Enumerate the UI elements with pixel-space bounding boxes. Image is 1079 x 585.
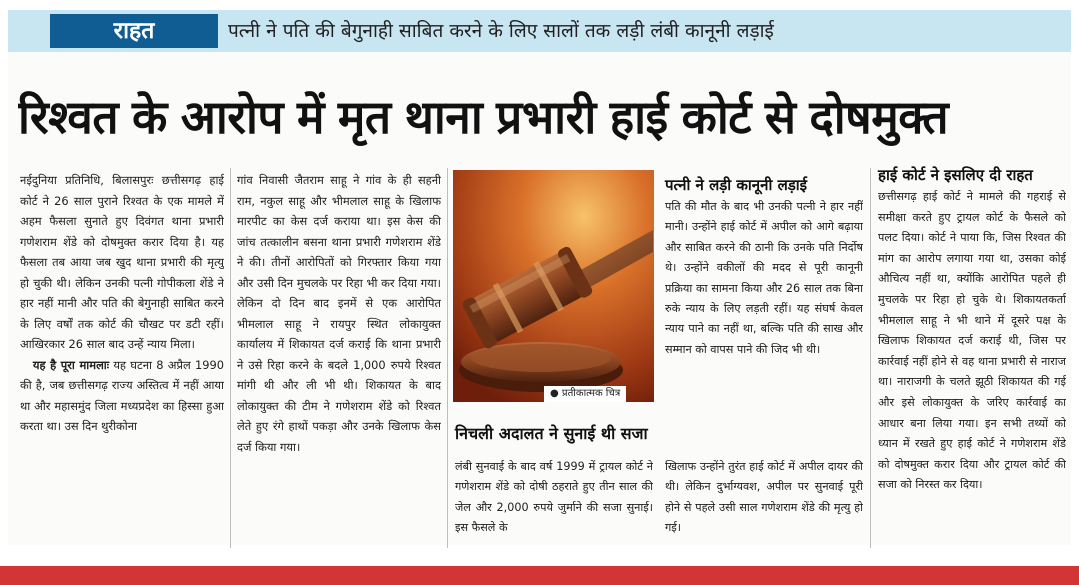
col2-paragraph-1: गांव निवासी जैतराम साहू ने गांव के ही सहनी राम, नकुल साहू और भीमलाल साहू के खिलाफ मारपीट का केस दर्ज कराया था। इस केस की जांच तत्कालीन बसना थाना प्रभारी गणेशराम शेंडे ने की। तीनों आरोपितों को गिरफ्तार किया गया और उसी दिन मुचलके पर रिहा भी कर दिया गया। लेकिन दो दिन बाद इनमें से एक आरोपित भीमलाल साहू ने रायपुर स्थित लोकायुक्त कार्यालय में शिकायत दर्ज कराई कि थाना प्रभारी ने उसे रिहा करने के बदले 1,000 रुपये रिश्वत मांगी थी और ली भी थी। शिकायत के बाद लोकायुक्त की टीम ने गणेशराम शेंडे को रिश्वत लेते हुए रंगे हाथों पकड़ा और उनके खिलाफ केस दर्ज किया गया।	[237, 173, 441, 454]
bottom-bar	[0, 566, 1079, 585]
lower-subhead: निचली अदालत ने सुनाई थी सजा	[455, 424, 648, 443]
column-rule-1	[230, 168, 231, 548]
section-tag: राहत	[50, 14, 218, 48]
col1-paragraph-1: नईदुनिया प्रतिनिधि, बिलासपुरः छत्तीसगढ़ हाई कोर्ट ने 26 साल पुराने रिश्वत के एक मामले में अहम फैसला सुनाते हुए दिवंगत थाना प्रभारी गणेशराम शेंडे को दोषमुक्त करार दिया है। यह फैसला तब आया जब खुद थाना प्रभारी की मृत्यु हो चुकी थी। लेकिन उनकी पत्नी गोपीकला शेंडे ने हार नहीं मानी और पति की बेगुनाही साबित करने के लिए वर्षों तक कोर्ट की चौखट पर डटी रहीं। आखिरकार 26 साल बाद उन्हें न्याय मिला।	[20, 173, 224, 351]
news-clipping	[8, 10, 1071, 545]
lower-column-right	[665, 457, 863, 547]
lower-paragraph-left: लंबी सुनवाई के बाद वर्ष 1999 में ट्रायल कोर्ट ने गणेशराम शेंडे को दोषी ठहराते हुए तीन साल की जेल और 2,000 रुपये जुर्माने की सजा सुनाई। इस फैसले के	[455, 460, 653, 535]
kicker-text: पत्नी ने पति की बेगुनाही साबित करने के लिए सालों तक लड़ी लंबी कानूनी लड़ाई	[228, 20, 774, 42]
column-1	[20, 170, 224, 550]
headline: रिश्वत के आरोप में मृत थाना प्रभारी हाई कोर्ट से दोषमुक्त	[18, 90, 949, 144]
column-rule-3	[870, 168, 871, 548]
col1-lead: यह है पूरा मामलाः	[32, 357, 110, 372]
col3-subhead: पत्नी ने लड़ी कानूनी लड़ाई	[665, 176, 808, 194]
gavel-photo	[453, 170, 654, 402]
column-2	[237, 170, 441, 550]
col4-paragraph-1: छत्तीसगढ़ हाई कोर्ट ने मामले की गहराई से समीक्षा करते हुए ट्रायल कोर्ट के फैसले को पलट दिया। कोर्ट ने पाया कि, जिस रिश्वत की मांग का आरोप लगाया गया था, उसका कोई औचित्य नहीं था, क्योंकि आरोपित पहले ही मुचलके पर रिहा हो चुके थे। शिकायतकर्ता भीमलाल साहू ने भी थाने में दूसरे पक्ष के खिलाफ शिकायत दर्ज कराई थी, जिस पर कार्रवाई नहीं होने से वह थाना प्रभारी से नाराज था। नाराजगी के चलते झूठी शिकायत की गई और इसे लोकायुक्त के जरिए कार्रवाई का आधार बना लिया गया। इन सभी तथ्यों को ध्यान में रखते हुए हाई कोर्ट ने गणेशराम शेंडे को दोषमुक्त करार दिया और ट्रायल कोर्ट की सजा को निरस्त कर दिया।	[878, 190, 1066, 492]
photo-caption: ● प्रतीकात्मक चित्र	[544, 386, 626, 402]
lower-paragraph-right: खिलाफ उन्होंने तुरंत हाई कोर्ट में अपील दायर की थी। लेकिन दुर्भाग्यवश, अपील पर सुनवाई पूरी होने से पहले उसी साल गणेशराम शेंडे की मृत्यु हो गई।	[665, 460, 863, 535]
column-3	[665, 197, 863, 407]
column-rule-2	[447, 168, 448, 548]
lower-column-left	[455, 457, 653, 547]
col4-subhead: हाई कोर्ट ने इसलिए दी राहत	[878, 166, 1033, 184]
kicker-strip	[8, 10, 1071, 52]
column-4	[878, 187, 1066, 547]
col1-paragraph-2	[20, 355, 224, 437]
col1-paragraph-2-text: यह घटना 8 अप्रैल 1990 की है, जब छत्तीसगढ़ राज्य अस्तित्व में नहीं आया था और महासमुंद जिला मध्यप्रदेश का हिस्सा हुआ करता था। उस दिन थुरीकोना	[20, 357, 224, 433]
gavel-icon	[453, 170, 654, 402]
photo-caption-text: प्रतीकात्मक चित्र	[561, 388, 621, 399]
col3-paragraph-1: पति की मौत के बाद भी उनकी पत्नी ने हार नहीं मानी। उन्होंने हाई कोर्ट में अपील को आगे बढ़ाया और साबित करने की ठानी कि उनके पति निर्दोष थे। उन्होंने वकीलों की मदद से पूरी कानूनी प्रक्रिया का सामना किया और 26 साल तक बिना रुके न्याय के लिए लड़ती रहीं। यह संघर्ष केवल न्याय पाने का नहीं था, बल्कि पति की साख और सम्मान को वापस पाने की जिद भी थी।	[665, 200, 863, 356]
